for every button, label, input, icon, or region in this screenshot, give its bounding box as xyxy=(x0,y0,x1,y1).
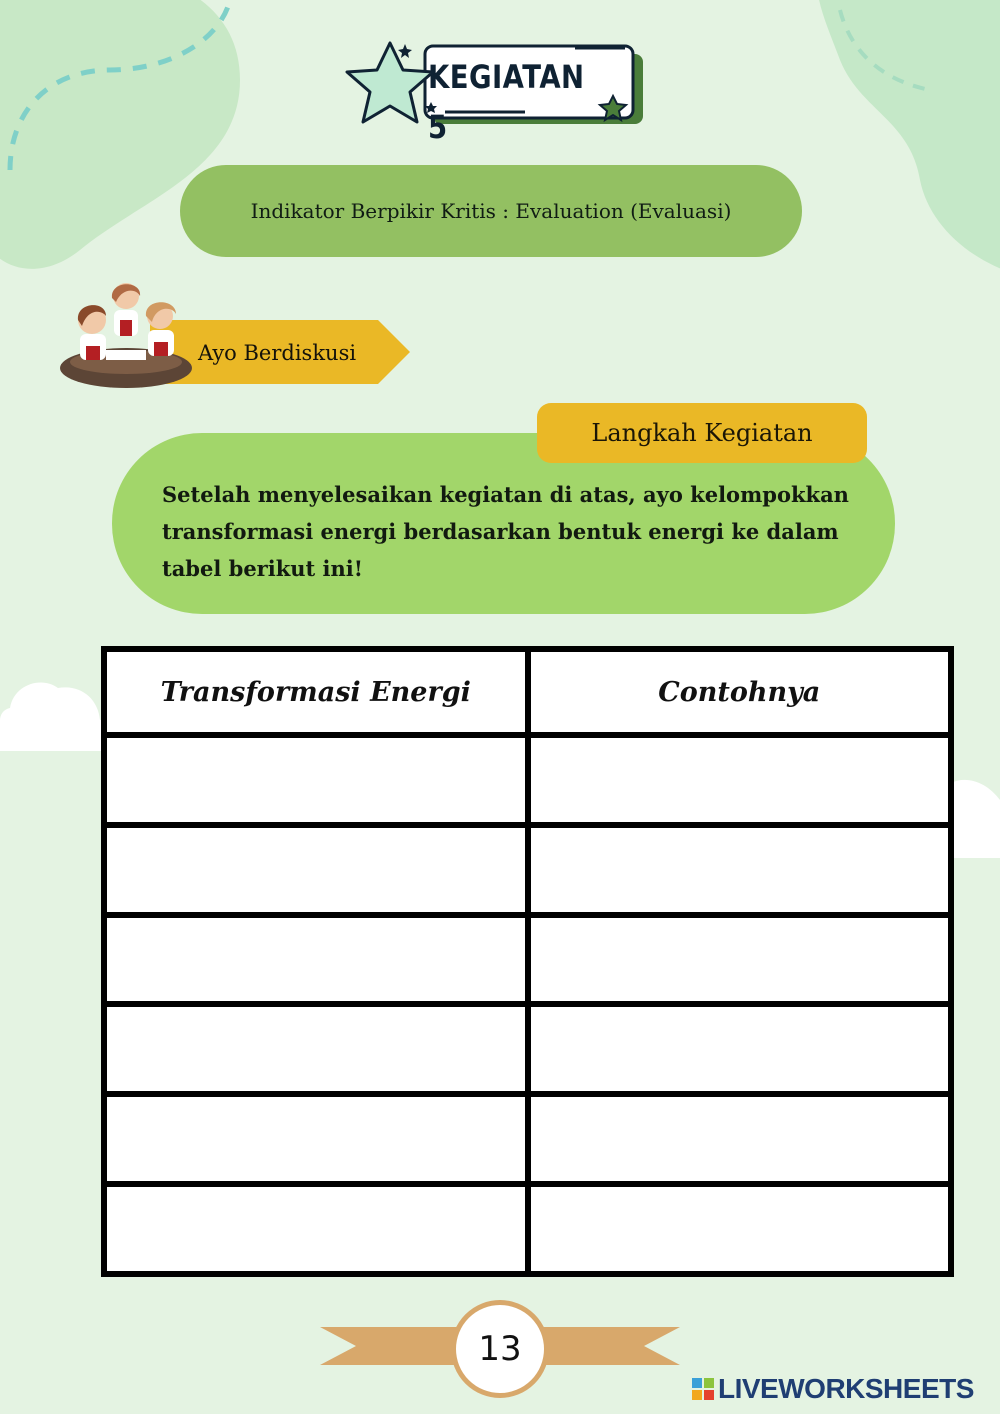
cell-contoh[interactable] xyxy=(528,1004,952,1094)
steps-tab-label: Langkah Kegiatan xyxy=(591,419,813,447)
activity-title: KEGIATAN 5 xyxy=(428,58,585,146)
cell-transformasi[interactable] xyxy=(104,1184,528,1274)
discussion-label: Ayo Berdiskusi xyxy=(198,341,357,365)
table-row xyxy=(104,1184,951,1274)
cell-contoh[interactable] xyxy=(528,1184,952,1274)
table-header-row xyxy=(104,649,951,735)
steps-instructions: Setelah menyelesaikan kegiatan di atas, ayo kelompokkan transformasi energi berdasarkan bentuk energi ke dalam tabel berikut ini! xyxy=(162,482,849,581)
page-number: 13 xyxy=(451,1300,549,1398)
cell-transformasi[interactable] xyxy=(104,735,528,825)
liveworksheets-mark-icon xyxy=(692,1378,714,1400)
cell-transformasi[interactable] xyxy=(104,825,528,915)
table-row xyxy=(104,1094,951,1184)
liveworksheets-text: LIVEWORKSHEETS xyxy=(718,1373,974,1404)
background-blob-right xyxy=(780,0,1000,300)
indicator-text: Indikator Berpikir Kritis : Evaluation (Evaluasi) xyxy=(250,199,732,223)
liveworksheets-logo[interactable] xyxy=(692,1374,974,1404)
cell-transformasi[interactable] xyxy=(104,1004,528,1094)
header-transformasi-energi: Transformasi Energi xyxy=(104,649,528,735)
indicator-pill xyxy=(180,165,802,257)
cell-contoh[interactable] xyxy=(528,915,952,1005)
cell-transformasi[interactable] xyxy=(104,1094,528,1184)
steps-tab xyxy=(537,403,867,463)
table-row xyxy=(104,825,951,915)
table-row xyxy=(104,735,951,825)
students-reading-illustration xyxy=(56,276,196,392)
table-row xyxy=(104,915,951,1005)
cell-contoh[interactable] xyxy=(528,825,952,915)
table-row xyxy=(104,1004,951,1094)
cell-transformasi[interactable] xyxy=(104,915,528,1005)
energy-table xyxy=(101,646,954,1277)
header-contohnya: Contohnya xyxy=(528,649,952,735)
cell-contoh[interactable] xyxy=(528,1094,952,1184)
cell-contoh[interactable] xyxy=(528,735,952,825)
energy-table-grid xyxy=(101,646,954,1277)
